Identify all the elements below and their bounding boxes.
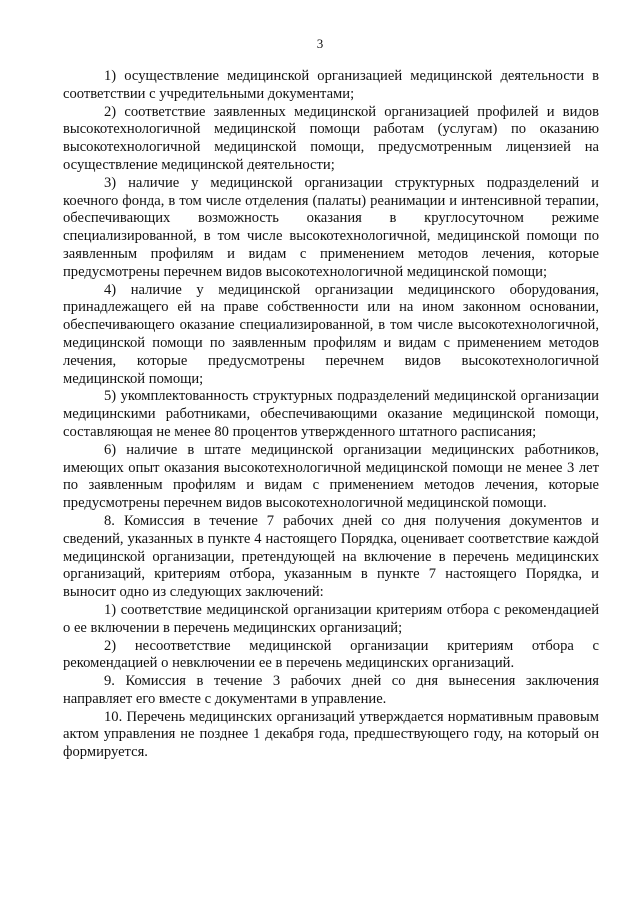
paragraph-item-3: 3) наличие у медицинской организации структурных подразделений и коечного фонда, в том числе отделения (палаты) реанимации и интенсивной терапии, обеспечивающих возможность оказания в круглосуточном режиме специализированной, в том числе высокотехнологичной, медицинской помощи по заявленным профилям и видам с применением методов лечения, которые предусмотрены перечнем видов высокотехнологичной медицинской помощи; <box>63 174 599 280</box>
paragraph-item-6: 6) наличие в штате медицинской организации медицинских работников, имеющих опыт оказания высокотехнологичной медицинской помощи не менее 3 лет по заявленным профилям и видам с применением методов лечения, которые предусмотрены перечнем видов высокотехнологичной медицинской помощи. <box>63 441 599 512</box>
paragraph-item-2: 2) соответствие заявленных медицинской организацией профилей и видов высокотехнологичной медицинской помощи работам (услугам) по оказанию высокотехнологичной медицинской помощи, предусмотренным лицензией на осуществление медицинской деятельности; <box>63 103 599 173</box>
paragraph-item-1: 1) осуществление медицинской организацией медицинской деятельности в соответствии с учредительными документами; <box>63 68 599 102</box>
document-body <box>63 68 599 762</box>
paragraph-item-5: 5) укомплектованность структурных подразделений медицинской организации медицинскими работниками, обеспечивающими оказание медицинской помощи, составляющая не менее 80 процентов утвержденного штатного расписания; <box>63 388 599 440</box>
paragraph-item-4: 4) наличие у медицинской организации медицинского оборудования, принадлежащего ей на праве собственности или на ином законном основании, обеспечивающего оказание специализированной, в том числе высокотехнологичной, медицинской помощи по заявленным профилям и видам с применением методов лечения, которые предусмотрены перечнем видов высокотехнологичной медицинской помощи; <box>63 281 599 387</box>
paragraph-clause-10: 10. Перечень медицинских организаций утверждается нормативным правовым актом управления не позднее 1 декабря года, предшествующего году, на который он формируется. <box>63 708 599 761</box>
page-number: 3 <box>316 36 324 51</box>
paragraph-clause-9: 9. Комиссия в течение 3 рабочих дней со дня вынесения заключения направляет его вместе с документами в управление. <box>63 673 599 707</box>
paragraph-conclusion-1: 1) соответствие медицинской организации критериям отбора с рекомендацией о ее включении в перечень медицинских организаций; <box>63 601 599 636</box>
paragraph-clause-8: 8. Комиссия в течение 7 рабочих дней со дня получения документов и сведений, указанных в пункте 4 настоящего Порядка, оценивает соответствие каждой медицинской организации, претендующей на включение в перечень медицинских организаций, критериям отбора, указанным в пункте 7 настоящего Порядка, и выносит одно из следующих заключений: <box>63 512 599 601</box>
paragraph-conclusion-2: 2) несоответствие медицинской организации критериям отбора с рекомендацией о невключении ее в перечень медицинских организаций. <box>63 637 599 672</box>
